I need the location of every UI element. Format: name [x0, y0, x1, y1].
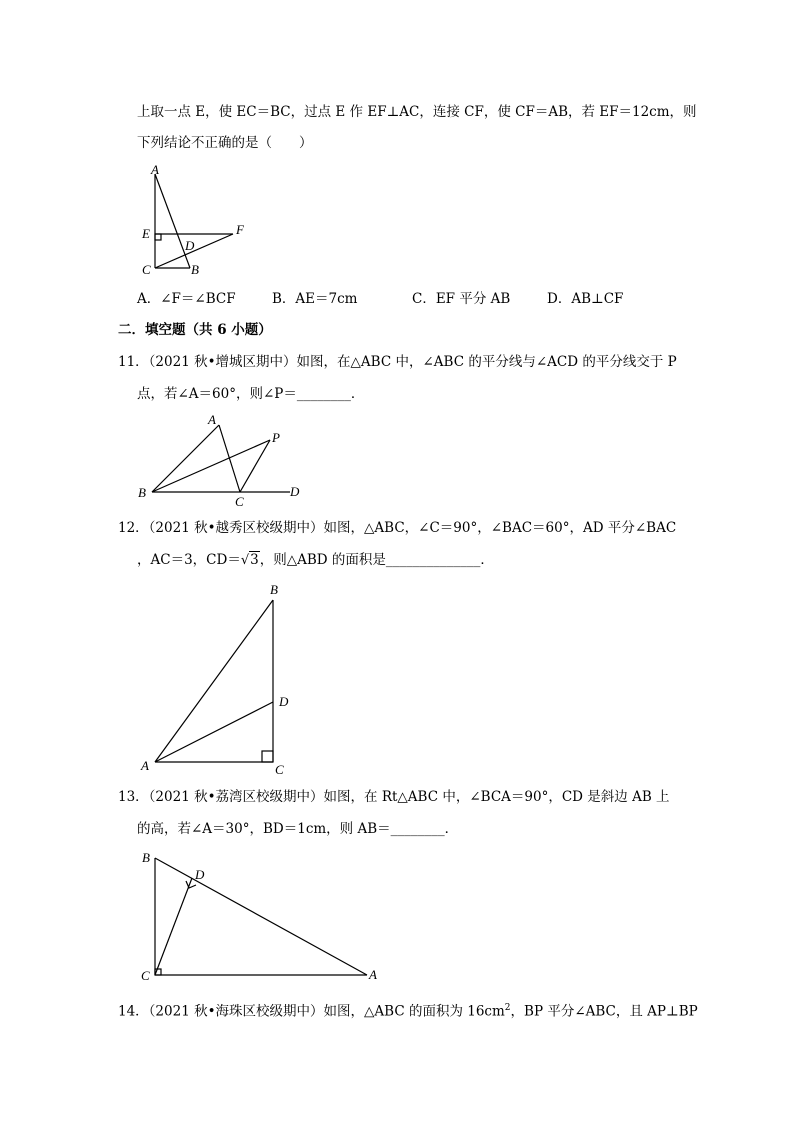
q12-sqrt-value: 3: [250, 552, 259, 568]
q14-text-line1: [118, 999, 698, 1021]
q10-label-a: A: [151, 162, 159, 177]
q10-text-line2: 下列结论不正确的是（ ）: [137, 135, 313, 151]
q10-label-c: C: [142, 262, 151, 277]
q10-option-b: B．AE＝7cm: [272, 291, 358, 307]
q13-label-a: A: [369, 967, 377, 982]
sqrt-symbol: √: [240, 553, 250, 568]
q12-label-a: A: [141, 758, 149, 773]
q14-superscript: 2: [504, 1003, 511, 1013]
q10-label-e: E: [142, 226, 150, 241]
q12-text-line2-post: ，则△ABD 的面积是______________．: [259, 552, 494, 568]
q12-text-line1: 12．（2021 秋•越秀区校级期中）如图，△ABC，∠C＝90°，∠BAC＝60°，AD 平分∠BAC: [118, 520, 677, 536]
q13-label-d: D: [195, 867, 205, 882]
q11-text-line2: 点，若∠A＝60°，则∠P＝________．: [137, 386, 365, 402]
q10-option-d: D．AB⊥CF: [547, 291, 624, 307]
q11-label-a: A: [208, 412, 216, 427]
q13-label-c: C: [141, 968, 150, 983]
q11-label-p: P: [272, 430, 280, 445]
q12-figure: [135, 580, 305, 780]
q10-option-a: A．∠F＝∠BCF: [137, 291, 236, 307]
q13-text-line1: 13．（2021 秋•荔湾区校级期中）如图，在 Rt△ABC 中，∠BCA＝90°，CD 是斜边 AB 上: [118, 789, 670, 805]
q10-label-f: F: [236, 222, 244, 237]
q13-text-line2: 的高，若∠A＝30°，BD＝1cm，则 AB＝________．: [137, 821, 459, 837]
q12-label-d: D: [279, 694, 289, 709]
q12-label-c: C: [275, 762, 284, 777]
q10-text-line1: 上取一点 E，使 EC＝BC，过点 E 作 EF⊥AC，连接 CF，使 CF＝AB，若 EF＝12cm，则: [137, 104, 697, 120]
q14-text-post: ，BP 平分∠ABC，且 AP⊥BP: [510, 1003, 698, 1020]
q11-label-d: D: [290, 484, 300, 499]
q12-label-b: B: [270, 582, 278, 597]
q10-option-c: C．EF 平分 AB: [412, 291, 511, 307]
q12-text-line2-pre: ，AC＝3，CD＝: [137, 552, 241, 568]
q10-figure: [135, 162, 255, 282]
section-heading: 二．填空题（共 6 小题）: [118, 322, 272, 338]
q10-label-d: D: [185, 238, 195, 253]
q11-figure: [135, 410, 315, 510]
q12-text-line2: [137, 551, 494, 570]
q14-text-pre: 14．（2021 秋•海珠区校级期中）如图，△ABC 的面积为 16cm: [118, 1003, 505, 1020]
q13-figure: [135, 848, 385, 983]
q11-text-line1: 11．（2021 秋•增城区期中）如图，在△ABC 中，∠ABC 的平分线与∠ACD 的平分线交于 P: [118, 354, 677, 370]
q10-label-b: B: [191, 262, 199, 277]
q13-label-b: B: [142, 850, 150, 865]
q11-label-c: C: [235, 494, 244, 509]
q11-label-b: B: [138, 485, 146, 500]
